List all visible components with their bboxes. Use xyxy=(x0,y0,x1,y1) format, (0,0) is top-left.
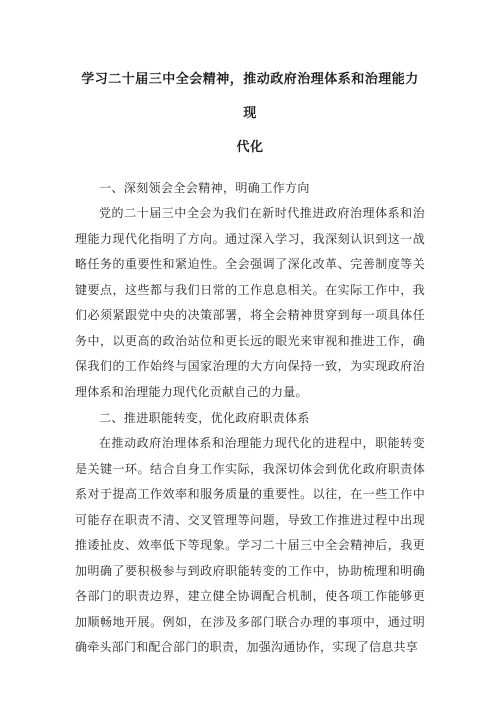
document-title xyxy=(75,63,425,165)
section-heading-1: 一、深刻领会全会精神，明确工作方向 xyxy=(99,181,310,195)
section-heading-2: 二、推进职能转变，优化政府职责体系 xyxy=(99,411,310,425)
title-line-2: 代化 xyxy=(236,140,264,155)
title-line-1: 学习二十届三中全会精神，推动政府治理体系和治理能力现 xyxy=(81,72,419,121)
section-paragraph-2: 在推动政府治理体系和治理能力现代化的进程中，职能转变是关键一环。结合自身工作实际，我深切体会到优化政府职责体系对于提高工作效率和服务质量的重要性。以往，在一些工作中可能存在职责不清、交叉管理等问题，导致工作推进过程中出现推诿扯皮、效率低下等现象。学习二十届三中全会精神后，我更加明确了要积极参与到政府职能转变的工作中，协助梳理和明确各部门的职责边界，建立健全协调配合机制，使各项工作能够更加顺畅地开展。例如，在涉及多部门联合办理的事项中，通过明确牵头部门和配合部门的职责，加强沟通协作，实现了信息共享 xyxy=(75,436,425,654)
section-paragraph-1: 党的二十届三中全会为我们在新时代推进政府治理体系和治理能力现代化指明了方向。通过深入学习，我深刻认识到这一战略任务的重要性和紧迫性。全会强调了深化改革、完善制度等关键要点，这些都与我们日常的工作息息相关。在实际工作中，我们必须紧跟党中央的决策部署，将全会精神贯穿到每一项具体任务中，以更高的政治站位和更长远的眼光来审视和推进工作，确保我们的工作始终与国家治理的大方向保持一致，为实现政府治理体系和治理能力现代化贡献自己的力量。 xyxy=(75,206,425,399)
